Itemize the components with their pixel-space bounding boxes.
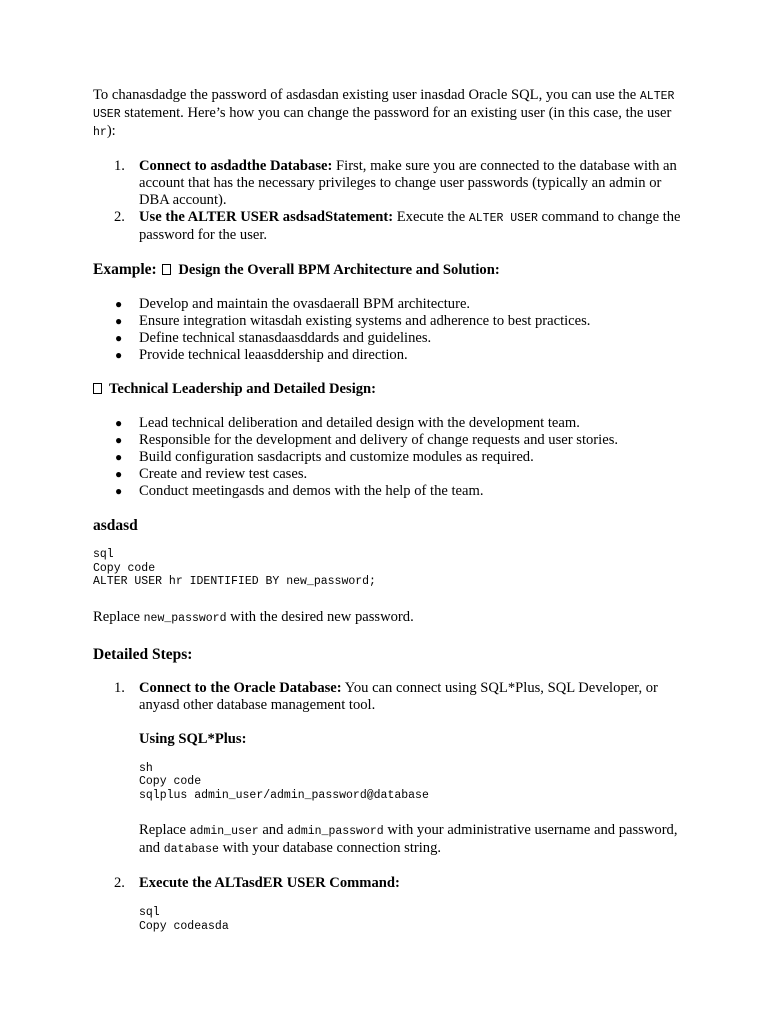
intro-paragraph: To chanasdadge the password of asdasdan existing user inasdad Oracle SQL, you can use the ALTER USER statement. Here’s how you can change the password for an existing user (in this case, the user hr): <box>93 87 675 139</box>
bullet-icon: ● <box>115 450 123 464</box>
inline-code: ALTER USER <box>93 90 675 121</box>
subheading: Using SQL*Plus: <box>139 730 247 747</box>
bullet-icon: ● <box>115 314 123 328</box>
document-content <box>93 87 683 933</box>
replace-paragraph: Replace admin_user and admin_password with your administrative username and password, and database with your database connection string. <box>139 822 678 856</box>
bullet-icon: ● <box>115 467 123 481</box>
list-item: ● Conduct meetingasds and demos with the help of the team. <box>115 483 484 499</box>
steps-list <box>93 680 683 714</box>
steps-list <box>93 875 683 892</box>
list-item: ● Develop and maintain the ovasdaerall BPM architecture. <box>115 296 471 312</box>
inline-code: hr <box>93 126 107 139</box>
inline-code: database <box>163 843 219 856</box>
code-block: sql Copy codeasda <box>139 906 229 933</box>
list-item: ● Create and review test cases. <box>115 466 308 482</box>
example-heading: Example: Design the Overall BPM Architecture and Solution: <box>93 261 500 278</box>
copy-code-label: Copy codeasda <box>139 919 229 933</box>
bullet-list <box>93 415 683 500</box>
list-item: 2. Execute the ALTasdER USER Command: <box>114 875 400 891</box>
bullet-icon: ● <box>115 433 123 447</box>
list-item: 1. Connect to the Oracle Database: You can connect using SQL*Plus, SQL Developer, or anyasd other database management tool. <box>114 679 658 713</box>
section-heading: asdasd <box>93 517 138 534</box>
list-item: ● Lead technical deliberation and detailed design with the development team. <box>115 415 580 431</box>
bullet-icon: ● <box>115 297 123 311</box>
inline-code: admin_user <box>189 825 259 838</box>
replace-paragraph: Replace new_password with the desired new password. <box>93 608 414 625</box>
list-item: ● Define technical stanasdaasddards and guidelines. <box>115 330 432 346</box>
bullet-icon: ● <box>115 348 123 362</box>
code-block: sql Copy code ALTER USER hr IDENTIFIED BY new_password; <box>93 548 376 588</box>
bullet-icon: ● <box>115 331 123 345</box>
bullet-icon: ● <box>115 416 123 430</box>
code-block: sh Copy code sqlplus admin_user/admin_password@database <box>139 761 429 802</box>
list-item: 1. Connect to asdadthe Database: First, make sure you are connected to the database with an account that has the necessary privileges to change user passwords (typically an admin or DBA account). <box>114 158 677 208</box>
inline-code: admin_password <box>287 825 384 838</box>
copy-code-label: Copy code <box>139 775 202 788</box>
inline-code: new_password <box>143 611 227 625</box>
missing-glyph-icon <box>162 264 171 275</box>
bullet-icon: ● <box>115 484 123 498</box>
list-item: 2. Use the ALTER USER asdsadStatement: Execute the ALTER USER command to change the password for the user. <box>114 209 681 243</box>
copy-code-label: Copy code <box>93 561 156 575</box>
list-item: ● Provide technical leaasddership and direction. <box>115 347 408 363</box>
missing-glyph-icon <box>93 383 102 394</box>
steps-list <box>93 158 683 244</box>
bullet-list <box>93 296 683 364</box>
inline-code: ALTER USER <box>468 212 538 225</box>
list-item: ● Responsible for the development and delivery of change requests and user stories. <box>115 432 619 448</box>
leadership-heading: Technical Leadership and Detailed Design: <box>93 381 683 398</box>
section-heading: Detailed Steps: <box>93 645 193 663</box>
list-item: ● Build configuration sasdacripts and customize modules as required. <box>115 449 534 465</box>
list-item: ● Ensure integration witasdah existing systems and adherence to best practices. <box>115 313 591 329</box>
